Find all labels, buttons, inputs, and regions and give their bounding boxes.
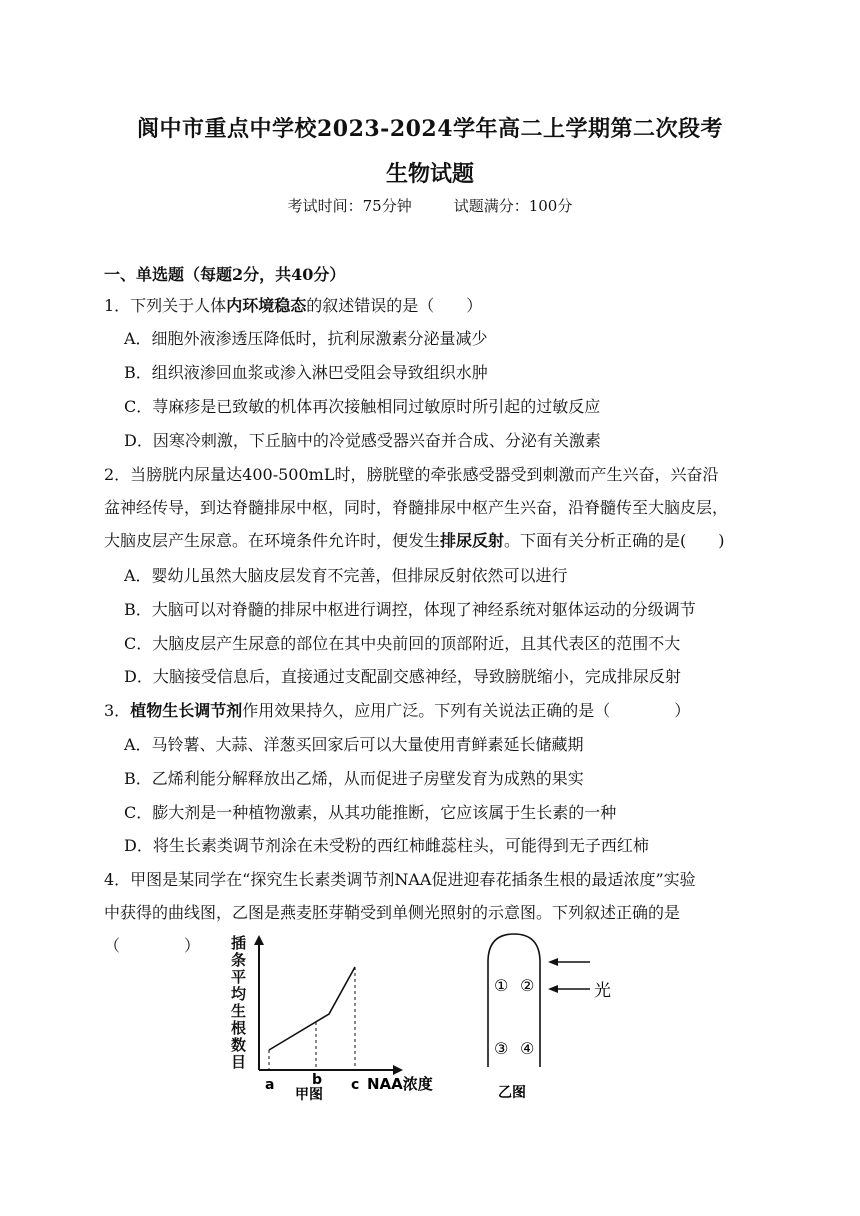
figure-b-coleoptile xyxy=(480,932,630,1102)
q1-option-d: D．因寒冷刺激，下丘脑中的冷觉感受器兴奋并合成、分泌有关激素 xyxy=(124,431,601,450)
ylabel-char: 数 xyxy=(231,1036,247,1054)
exam-time: 考试时间：75分钟 xyxy=(287,197,412,215)
figure-a-graph xyxy=(225,932,445,1102)
region-2: ② xyxy=(520,976,535,995)
q2-stem-post: 。下面有关分析正确的是( ) xyxy=(504,531,725,550)
q3-stem-bold: 植物生长调节剂 xyxy=(130,701,243,720)
q2-option-d: D．大脑接受信息后，直接通过支配副交感神经，导致膀胱缩小，完成排尿反射 xyxy=(124,667,681,686)
x-axis-arrow xyxy=(393,1065,403,1075)
q1-stem-bold: 内环境稳态 xyxy=(226,296,307,315)
ylabel-char: 根 xyxy=(231,1019,247,1037)
document-subtitle: 生物试题 xyxy=(385,161,474,187)
tick-b: b xyxy=(312,1072,323,1088)
q2-stem-bold: 排尿反射 xyxy=(440,531,505,550)
q3-option-c: C．膨大剂是一种植物激素，从其功能推断，它应该属于生长素的一种 xyxy=(124,803,617,822)
q2-stem-line2: 盆神经传导，到达脊髓排尿中枢，同时，脊髓排尿中枢产生兴奋，沿脊髓传至大脑皮层， xyxy=(104,498,729,517)
q2-stem-line3 xyxy=(104,528,725,551)
curve-line xyxy=(269,967,355,1050)
y-axis-arrow xyxy=(254,935,264,945)
q1-option-b: B．组织液渗回血浆或渗入淋巴受阻会导致组织水肿 xyxy=(124,363,488,382)
figure-b-caption: 乙图 xyxy=(498,1085,526,1101)
question-1-stem xyxy=(104,293,482,316)
tick-c: c xyxy=(351,1077,360,1093)
q3-stem-pre: 3． xyxy=(104,701,131,720)
question-3-stem xyxy=(104,698,690,721)
q2-stem-line1: 2．当膀胱内尿量达400-500mL时，膀胱壁的牵张感受器受到刺激而产生兴奋，兴奋沿 xyxy=(104,465,719,484)
q2-option-c: C．大脑皮层产生尿意的部位在其中央前回的顶部附近，且其代表区的范围不大 xyxy=(124,634,681,653)
light-label: 光 xyxy=(594,981,611,1001)
q2-stem-pre: 大脑皮层产生尿意。在环境条件允许时，便发生 xyxy=(104,531,441,550)
q4-stem-line2: 中获得的曲线图，乙图是燕麦胚芽鞘受到单侧光照射的示意图。下列叙述正确的是 xyxy=(104,903,681,922)
q4-stem-line3: （ ） xyxy=(104,936,201,955)
q4-stem-line1: 4．甲图是某同学在“探究生长素类调节剂NAA促进迎春花插条生根的最适浓度”实验 xyxy=(104,870,696,889)
ylabel-char: 目 xyxy=(231,1053,247,1071)
figure-a-ylabel xyxy=(231,934,247,1071)
light-arrowhead-1 xyxy=(548,958,558,966)
region-1: ① xyxy=(494,976,509,995)
light-arrowhead-2 xyxy=(548,985,558,993)
ylabel-char: 生 xyxy=(231,1002,247,1020)
q3-option-a: A．马铃薯、大蒜、洋葱买回家后可以大量使用青鲜素延长储藏期 xyxy=(124,735,584,754)
q2-option-a: A．婴幼儿虽然大脑皮层发育不完善，但排尿反射依然可以进行 xyxy=(124,566,568,585)
ylabel-char: 插 xyxy=(231,934,247,952)
region-4: ④ xyxy=(520,1039,535,1058)
exam-score: 试题满分：100分 xyxy=(453,197,573,215)
figure-a-caption: 甲图 xyxy=(295,1087,323,1102)
q1-option-c: C．荨麻疹是已致敏的机体再次接触相同过敏原时所引起的过敏反应 xyxy=(124,397,601,416)
q2-option-b: B．大脑可以对脊髓的排尿中枢进行调控，体现了神经系统对躯体运动的分级调节 xyxy=(124,600,696,619)
q3-option-d: D．将生长素类调节剂涂在未受粉的西红柿雌蕊柱头，可能得到无子西红柿 xyxy=(124,836,649,855)
q3-option-b: B．乙烯利能分解释放出乙烯，从而促进子房壁发育为成熟的果实 xyxy=(124,769,584,788)
section-heading: 一、单选题（每题2分，共40分） xyxy=(104,265,346,284)
document-title: 阆中市重点中学校2023-2024学年高二上学期第二次段考 xyxy=(136,116,724,142)
tick-a: a xyxy=(265,1077,275,1093)
q3-stem-post: 作用效果持久，应用广泛。下列有关说法正确的是（ ） xyxy=(242,701,691,720)
region-3: ③ xyxy=(494,1039,509,1058)
q1-stem-post: 的叙述错误的是（ ） xyxy=(306,296,483,315)
ylabel-char: 条 xyxy=(231,951,247,969)
exam-meta xyxy=(0,195,860,216)
q1-option-a: A．细胞外液渗透压降低时，抗利尿激素分泌量减少 xyxy=(124,329,488,348)
ylabel-char: 平 xyxy=(231,968,247,986)
x-axis-label: NAA浓度 xyxy=(367,1075,433,1093)
q1-stem-pre: 1．下列关于人体 xyxy=(104,296,227,315)
ylabel-char: 均 xyxy=(231,985,247,1003)
